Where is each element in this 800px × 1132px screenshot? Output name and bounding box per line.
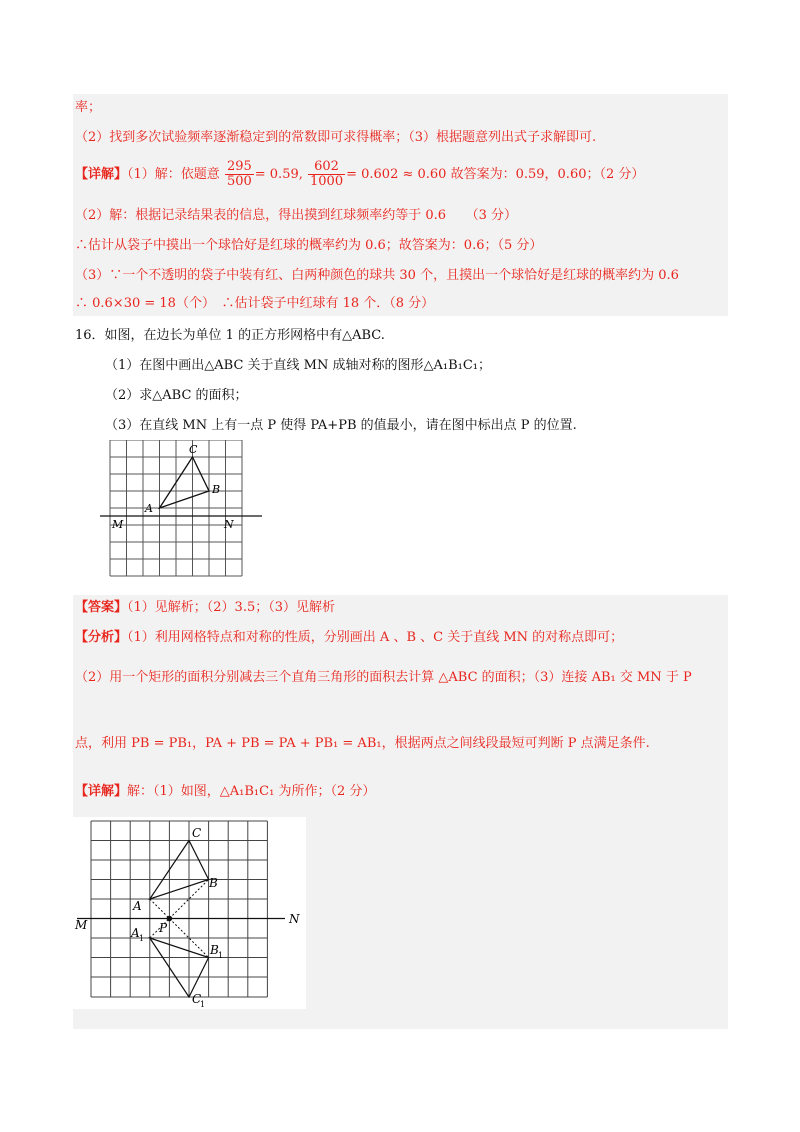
analysis-text: （2）用一个矩形的面积分别减去三个直角三角形的面积去计算 △ABC 的面积；（3）连接 (75, 670, 588, 685)
grid-figure-question (100, 440, 270, 580)
detail-tag: 【详解】 (75, 167, 128, 182)
detail-prefix: （1）解：依题意 (127, 167, 220, 182)
answer-line (75, 600, 335, 616)
answer-tag: 【答案】 (75, 600, 128, 615)
label-n: N (224, 518, 234, 531)
question-sub: （3）在直线 MN 上有一点 P 使得 PA+PB 的值最小，请在图中标出点 P 的位置. (105, 418, 577, 433)
label-n: N (289, 912, 300, 926)
label-a1-sub: 1 (139, 934, 145, 943)
analysis-text: AB₁ 交 MN 于 P (591, 670, 692, 685)
detail-line (75, 160, 644, 190)
label-c: C (189, 443, 198, 456)
grid (110, 440, 242, 576)
text-line: ∴ 0.6×30 = 18（个） ∴估计袋子中红球有 18 个．（8 分） (75, 296, 435, 311)
analysis-line-2 (75, 670, 692, 686)
text-line: 率； (75, 100, 102, 115)
analysis-text: （1）利用网格特点和对称的性质，分别画出 A 、B 、C 关于直线 MN 的对称点即可； (127, 630, 624, 645)
label-p: P (159, 921, 168, 935)
question-sub: （2）求△ABC 的面积； (105, 388, 248, 403)
triangle-a1b1c1 (150, 938, 209, 997)
label-a: A (145, 502, 153, 515)
answer-text: （1）见解析；（2）3.5；（3）见解析 (127, 600, 336, 615)
label-b1: B (210, 943, 219, 957)
label-c1: C (192, 992, 202, 1006)
triangle-abc (160, 457, 210, 508)
point-p (167, 916, 173, 922)
text-line: （3）∵一个不透明的袋子中装有红、白两种颜色的球共 30 个，且摸出一个球恰好是红球的概率约为 0.6 (75, 268, 679, 283)
fraction: $\frac{295}{500}$ (226, 159, 252, 189)
text-line: ∴估计从袋子中摸出一个球恰好是红球的概率约为 0.6；故答案为：0.6；（5 分） (75, 238, 543, 253)
label-c1-sub: 1 (200, 1000, 206, 1009)
label-m: M (75, 918, 88, 932)
text-line: （2）找到多次试验频率逐渐稳定到的常数即可求得概率；（3）根据题意列出式子求解即可. (75, 130, 597, 145)
detail-text: 解：（1）如图，△A₁B₁C₁ 为所作；（2 分） (127, 784, 376, 799)
label-b: B (209, 876, 218, 890)
detail-suffix: 故答案为：0.59，0.60；（2 分） (450, 167, 645, 182)
equation-part: = 0.602 ≈ 0.60 (346, 167, 447, 182)
detail-tag: 【详解】 (75, 784, 128, 799)
label-b: B (212, 483, 221, 496)
label-a: A (133, 899, 142, 913)
analysis-tag: 【分析】 (75, 630, 128, 645)
fraction: $\frac{602}{1000}$ (310, 159, 344, 189)
text-line: （2）解：根据记录结果表的信息，得出摸到红球频率约等于 0.6 （3 分） (75, 208, 517, 223)
label-a1: A (131, 926, 140, 940)
analysis-line-3: 点，利用 PB = PB₁，PA + PB = PA + PB₁ = AB₁，根据两点之间线段最短可判断 P 点满足条件. (75, 736, 650, 751)
label-b1-sub: 1 (218, 951, 224, 960)
label-m: M (112, 518, 124, 531)
grid-figure-answer (73, 817, 306, 1009)
question-sub: （1）在图中画出△ABC 关于直线 MN 成轴对称的图形△A₁B₁C₁； (105, 358, 492, 373)
analysis-line (75, 630, 623, 646)
triangle-abc (150, 841, 209, 900)
equation-part: = 0.59, (254, 167, 303, 182)
label-c: C (192, 826, 202, 840)
detail-line-2 (75, 784, 375, 800)
question-title: 16．如图，在边长为单位 1 的正方形网格中有△ABC. (75, 328, 385, 343)
